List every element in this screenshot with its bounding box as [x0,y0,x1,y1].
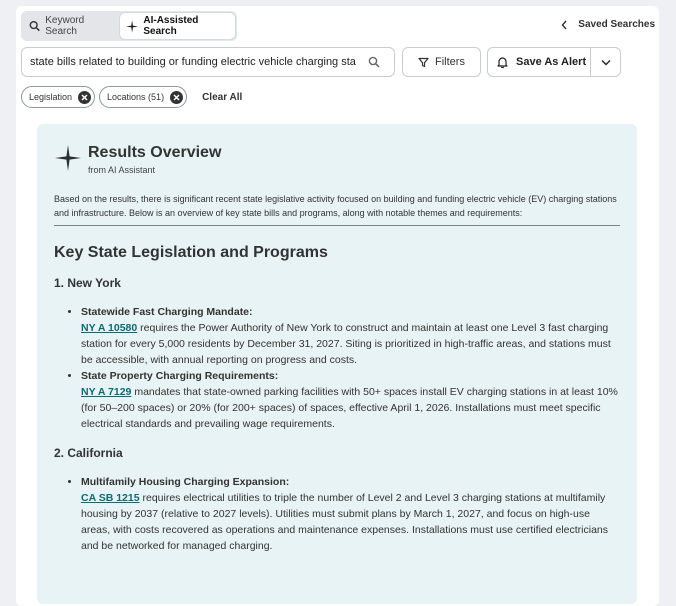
bell-icon [497,56,508,68]
list-item [81,368,620,432]
save-as-alert-button[interactable] [488,48,590,76]
tab-keyword-search-label: Keyword Search [45,15,85,37]
search-icon [29,20,40,32]
item-text: requires electrical utilities to triple the number of Level 2 and Level 3 charging stations at multifamily housing by 2037 (relative to 2027 levels). Utilities must submit plans by March 1, 2027, and focus on high-use areas, with costs recovered as operations and maintenance expenses. Installations must use certified electricians and be networked for managed charging. [81,492,609,552]
results-overview-panel [37,124,637,604]
bill-list [54,474,620,554]
saved-searches-label: Saved Searches [578,19,655,30]
ai-sparkle-icon [54,144,82,172]
topbar [21,11,655,41]
tab-ai-assisted-search[interactable] [120,13,235,39]
saved-searches-link[interactable] [561,19,655,30]
search-row [21,47,655,77]
filters-label: Filters [435,56,465,68]
filter-chip-label: Locations (51) [107,92,165,102]
search-input[interactable] [30,56,356,68]
search-submit-icon[interactable] [368,56,380,68]
results-overview-subtitle: from AI Assistant [88,165,156,175]
bill-link[interactable]: NY A 7129 [81,386,132,398]
results-heading: Key State Legislation and Programs [54,244,328,261]
filter-chip-legislation [21,86,95,108]
save-as-alert-label: Save As Alert [516,56,587,68]
section-heading: 1. New York [54,276,121,290]
remove-filter-button[interactable] [78,91,91,104]
clear-all-button[interactable]: Clear All [202,91,243,103]
filter-icon [418,57,429,68]
filters-button[interactable] [402,47,481,77]
list-item [81,474,620,554]
filter-chip-locations [99,86,187,108]
filter-chip-label: Legislation [29,92,73,102]
list-item [81,304,620,368]
chevron-down-icon [601,59,611,66]
active-filters [21,86,242,108]
search-mode-toggle [21,11,237,41]
search-box [21,47,395,77]
item-label: • State Property Charging Requirements: [81,370,279,382]
close-icon [173,94,180,101]
remove-filter-button[interactable] [170,91,183,104]
item-label: • Statewide Fast Charging Mandate: [81,306,253,318]
tab-keyword-search[interactable] [23,13,120,39]
alert-options-dropdown[interactable] [590,48,620,76]
section-heading: 2. California [54,446,123,460]
item-label: • Multifamily Housing Charging Expansion: [81,476,290,488]
bill-link[interactable]: CA SB 1215 [81,492,140,504]
item-text: mandates that state-owned parking facilities with 50+ spaces install EV charging stations in at least 10% (for 50–200 spaces) or 20% (for 200+ spaces) of spaces, effective April 1, 2026. Installations must meet specific electrical standards and prevailing wage requirements. [81,386,618,430]
bill-link[interactable]: NY A 10580 [81,322,138,334]
tab-ai-assisted-search-label: AI-Assisted Search [143,15,199,37]
save-alert-group [487,47,621,77]
results-overview-title: Results Overview [88,144,222,161]
chevron-left-icon [561,20,568,30]
results-overview-header [54,144,620,175]
close-icon [81,94,88,101]
results-intro: Based on the results, there is significant recent state legislative activity focused on building and funding electric vehicle (EV) charging stations and infrastructure. Below is an overview of key state bills and programs, along with notable themes and requirements: [54,192,620,226]
bill-list [54,304,620,432]
sparkle-icon [126,20,138,33]
item-text: requires the Power Authority of New York to construct and maintain at least one Level 3 fast charging station for every 5,000 residents by December 31, 2027. Siting is prioritized in high-traffic areas, and stations must be accessible, with annual reporting on progress and costs. [81,322,611,366]
